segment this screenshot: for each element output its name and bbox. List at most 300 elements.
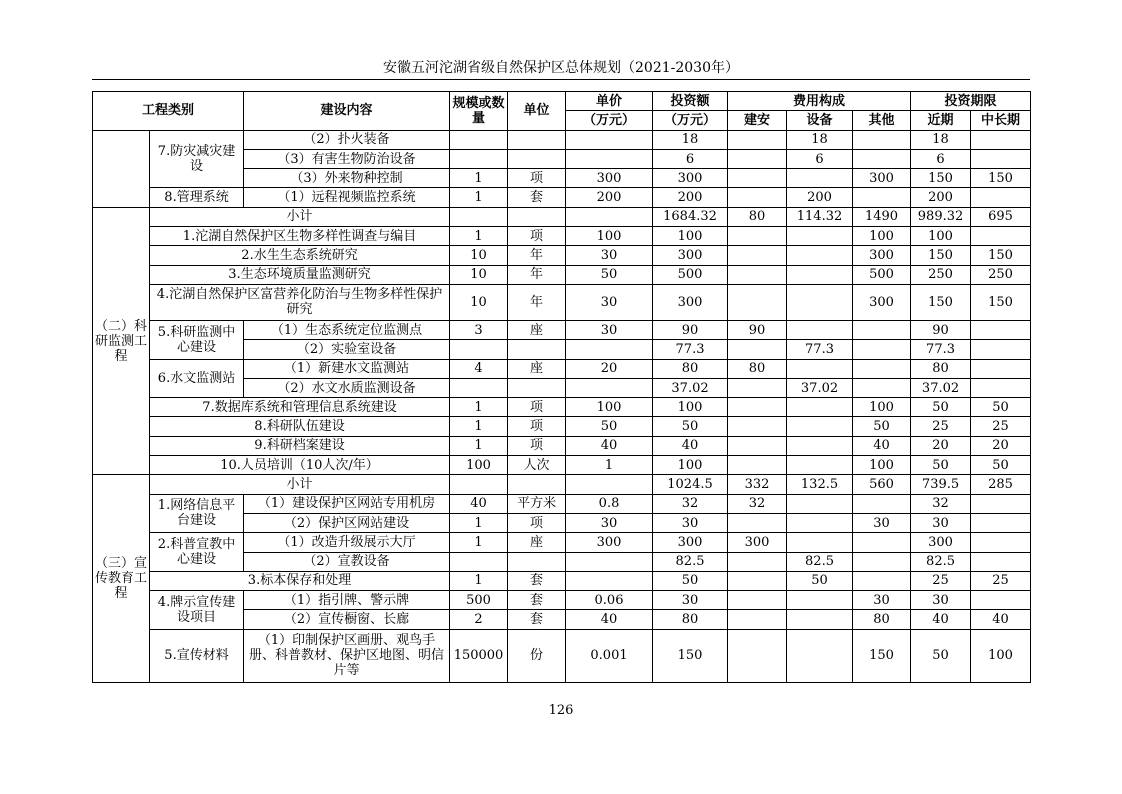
mid-cell <box>971 188 1031 207</box>
build-cell <box>728 610 787 629</box>
page-number: 126 <box>548 703 574 718</box>
near-cell: 300 <box>911 533 971 552</box>
content-cell: 7.数据库系统和管理信息系统建设 <box>150 398 450 417</box>
content-cell: （1）新建水文监测站 <box>244 359 450 378</box>
price-cell: 0.06 <box>566 591 653 610</box>
other-cell <box>853 340 911 359</box>
price-cell <box>566 149 653 168</box>
price-cell <box>566 552 653 571</box>
header-cost-build: 建安 <box>728 111 787 130</box>
build-cell <box>728 571 787 590</box>
build-cell <box>728 284 787 320</box>
equip-cell <box>787 629 853 682</box>
scale-cell: 10 <box>450 284 508 320</box>
mid-cell <box>971 513 1031 532</box>
content-cell: （2）宣教设备 <box>244 552 450 571</box>
other-cell: 1490 <box>853 207 911 226</box>
invest-cell: 1024.5 <box>653 475 728 494</box>
header-cost-other: 其他 <box>853 111 911 130</box>
equip-cell <box>787 169 853 188</box>
other-cell <box>853 552 911 571</box>
header-rule <box>92 79 1030 80</box>
equip-cell <box>787 533 853 552</box>
invest-cell: 300 <box>653 284 728 320</box>
invest-cell: 100 <box>653 227 728 246</box>
other-cell: 300 <box>853 246 911 265</box>
build-cell: 332 <box>728 475 787 494</box>
content-cell: （2）宣传橱窗、长廊 <box>244 610 450 629</box>
mid-cell: 50 <box>971 456 1031 475</box>
unit-cell: 人次 <box>508 456 566 475</box>
scale-cell: 150000 <box>450 629 508 682</box>
near-cell: 200 <box>911 188 971 207</box>
other-cell: 80 <box>853 610 911 629</box>
equip-cell <box>787 265 853 284</box>
price-cell: 1 <box>566 456 653 475</box>
content-cell: （1）生态系统定位监测点 <box>244 320 450 339</box>
other-cell: 560 <box>853 475 911 494</box>
equip-cell <box>787 398 853 417</box>
scale-cell <box>450 207 508 226</box>
invest-cell: 300 <box>653 246 728 265</box>
near-cell: 80 <box>911 359 971 378</box>
equip-cell: 114.32 <box>787 207 853 226</box>
price-cell: 30 <box>566 320 653 339</box>
unit-cell <box>508 207 566 226</box>
content-cell: 1.沱湖自然保护区生物多样性调查与编目 <box>150 227 450 246</box>
scale-cell: 1 <box>450 513 508 532</box>
near-cell: 77.3 <box>911 340 971 359</box>
build-cell <box>728 456 787 475</box>
invest-cell: 80 <box>653 610 728 629</box>
invest-cell: 37.02 <box>653 378 728 397</box>
content-cell: 小计 <box>150 475 450 494</box>
header-scale: 规模或数量 <box>450 92 508 131</box>
content-cell: 10.人员培训（10人次/年） <box>150 456 450 475</box>
header-content: 建设内容 <box>244 92 450 131</box>
other-cell: 30 <box>853 591 911 610</box>
near-cell: 30 <box>911 513 971 532</box>
other-cell <box>853 149 911 168</box>
mid-cell: 25 <box>971 417 1031 436</box>
invest-cell: 90 <box>653 320 728 339</box>
price-cell: 50 <box>566 265 653 284</box>
near-cell: 150 <box>911 246 971 265</box>
equip-cell <box>787 494 853 513</box>
near-cell: 37.02 <box>911 378 971 397</box>
other-cell <box>853 359 911 378</box>
unit-cell: 年 <box>508 246 566 265</box>
mid-cell <box>971 149 1031 168</box>
near-cell: 989.32 <box>911 207 971 226</box>
unit-cell: 套 <box>508 591 566 610</box>
near-cell: 20 <box>911 436 971 455</box>
price-cell: 30 <box>566 246 653 265</box>
other-cell: 100 <box>853 227 911 246</box>
header-price: 单价 <box>566 92 653 111</box>
scale-cell: 3 <box>450 320 508 339</box>
unit-cell: 座 <box>508 533 566 552</box>
scale-cell <box>450 378 508 397</box>
group-cell: 1.网络信息平台建设 <box>150 494 244 533</box>
build-cell <box>728 629 787 682</box>
content-cell: 小计 <box>150 207 450 226</box>
scale-cell: 1 <box>450 436 508 455</box>
invest-cell: 500 <box>653 265 728 284</box>
equip-cell <box>787 320 853 339</box>
unit-cell: 座 <box>508 359 566 378</box>
table-row <box>93 571 1031 590</box>
invest-cell: 50 <box>653 571 728 590</box>
mid-cell <box>971 359 1031 378</box>
header-period: 投资期限 <box>911 92 1031 111</box>
mid-cell <box>971 227 1031 246</box>
build-cell <box>728 246 787 265</box>
invest-cell: 100 <box>653 398 728 417</box>
build-cell <box>728 591 787 610</box>
mid-cell <box>971 320 1031 339</box>
scale-cell <box>450 475 508 494</box>
category-cell: （二）科研监测工程 <box>93 207 150 475</box>
unit-cell <box>508 552 566 571</box>
table-row <box>93 398 1031 417</box>
investment-table <box>92 91 1031 683</box>
mid-cell <box>971 591 1031 610</box>
scale-cell: 500 <box>450 591 508 610</box>
unit-cell <box>508 130 566 149</box>
other-cell: 300 <box>853 284 911 320</box>
near-cell: 32 <box>911 494 971 513</box>
unit-cell: 年 <box>508 284 566 320</box>
unit-cell: 平方米 <box>508 494 566 513</box>
equip-cell: 82.5 <box>787 552 853 571</box>
unit-cell: 套 <box>508 571 566 590</box>
equip-cell <box>787 436 853 455</box>
header-price-unit: （万元） <box>566 111 653 130</box>
content-cell: （2）保护区网站建设 <box>244 513 450 532</box>
group-cell: 2.科普宣教中心建设 <box>150 533 244 572</box>
page-header: 安徽五河沱湖省级自然保护区总体规划（2021-2030年） <box>383 60 739 76</box>
build-cell <box>728 227 787 246</box>
build-cell: 90 <box>728 320 787 339</box>
price-cell: 300 <box>566 533 653 552</box>
header-invest-unit: （万元） <box>653 111 728 130</box>
header-invest: 投资额 <box>653 92 728 111</box>
scale-cell: 1 <box>450 398 508 417</box>
category-cell-empty <box>93 130 150 207</box>
mid-cell: 285 <box>971 475 1031 494</box>
equip-cell: 200 <box>787 188 853 207</box>
content-cell: （1）指引牌、警示牌 <box>244 591 450 610</box>
table-row <box>93 533 1031 552</box>
table-row <box>93 591 1031 610</box>
mid-cell <box>971 340 1031 359</box>
build-cell: 300 <box>728 533 787 552</box>
invest-cell: 30 <box>653 513 728 532</box>
header-cost: 费用构成 <box>728 92 911 111</box>
unit-cell: 项 <box>508 227 566 246</box>
price-cell <box>566 207 653 226</box>
table-row <box>93 359 1031 378</box>
near-cell: 100 <box>911 227 971 246</box>
other-cell: 100 <box>853 398 911 417</box>
equip-cell: 6 <box>787 149 853 168</box>
mid-cell: 150 <box>971 246 1031 265</box>
unit-cell <box>508 378 566 397</box>
group-cell: 7.防灾减灾建设 <box>150 130 244 188</box>
content-cell: （3）外来物种控制 <box>244 169 450 188</box>
equip-cell <box>787 359 853 378</box>
invest-cell: 100 <box>653 456 728 475</box>
near-cell: 150 <box>911 284 971 320</box>
group-cell: 6.水文监测站 <box>150 359 244 398</box>
content-cell: （2）扑火装备 <box>244 130 450 149</box>
group-cell: 5.宣传材料 <box>150 629 244 682</box>
mid-cell: 25 <box>971 571 1031 590</box>
build-cell <box>728 149 787 168</box>
unit-cell: 套 <box>508 188 566 207</box>
group-cell: 8.管理系统 <box>150 188 244 207</box>
other-cell: 30 <box>853 513 911 532</box>
invest-cell: 6 <box>653 149 728 168</box>
build-cell <box>728 340 787 359</box>
unit-cell: 年 <box>508 265 566 284</box>
price-cell: 100 <box>566 227 653 246</box>
table-row <box>93 227 1031 246</box>
price-cell: 40 <box>566 610 653 629</box>
content-cell: 3.生态环境质量监测研究 <box>150 265 450 284</box>
scale-cell: 1 <box>450 188 508 207</box>
mid-cell <box>971 378 1031 397</box>
mid-cell: 150 <box>971 284 1031 320</box>
content-cell: 3.标本保存和处理 <box>150 571 450 590</box>
table-row <box>93 629 1031 682</box>
scale-cell <box>450 552 508 571</box>
equip-cell <box>787 456 853 475</box>
price-cell: 20 <box>566 359 653 378</box>
near-cell: 150 <box>911 169 971 188</box>
equip-cell <box>787 513 853 532</box>
build-cell <box>728 265 787 284</box>
equip-cell <box>787 246 853 265</box>
content-cell: （1）改造升级展示大厅 <box>244 533 450 552</box>
other-cell <box>853 378 911 397</box>
mid-cell <box>971 533 1031 552</box>
near-cell: 30 <box>911 591 971 610</box>
header-category: 工程类别 <box>93 92 244 131</box>
content-cell: （2）水文水质监测设备 <box>244 378 450 397</box>
mid-cell <box>971 552 1031 571</box>
unit-cell <box>508 149 566 168</box>
other-cell: 50 <box>853 417 911 436</box>
equip-cell <box>787 417 853 436</box>
price-cell: 30 <box>566 284 653 320</box>
price-cell: 100 <box>566 398 653 417</box>
invest-cell: 50 <box>653 417 728 436</box>
invest-cell: 200 <box>653 188 728 207</box>
unit-cell: 项 <box>508 398 566 417</box>
group-cell: 4.牌示宣传建设项目 <box>150 591 244 630</box>
invest-cell: 80 <box>653 359 728 378</box>
mid-cell <box>971 130 1031 149</box>
equip-cell <box>787 610 853 629</box>
price-cell: 50 <box>566 417 653 436</box>
invest-cell: 77.3 <box>653 340 728 359</box>
scale-cell: 40 <box>450 494 508 513</box>
near-cell: 18 <box>911 130 971 149</box>
scale-cell: 1 <box>450 533 508 552</box>
near-cell: 6 <box>911 149 971 168</box>
scale-cell <box>450 340 508 359</box>
mid-cell <box>971 494 1031 513</box>
near-cell: 250 <box>911 265 971 284</box>
price-cell: 200 <box>566 188 653 207</box>
equip-cell: 37.02 <box>787 378 853 397</box>
mid-cell: 150 <box>971 169 1031 188</box>
other-cell: 300 <box>853 169 911 188</box>
content-cell: （1）建设保护区网站专用机房 <box>244 494 450 513</box>
other-cell <box>853 188 911 207</box>
unit-cell: 座 <box>508 320 566 339</box>
table-row <box>93 417 1031 436</box>
scale-cell: 1 <box>450 169 508 188</box>
unit-cell: 项 <box>508 169 566 188</box>
price-cell: 40 <box>566 436 653 455</box>
build-cell <box>728 436 787 455</box>
scale-cell: 1 <box>450 417 508 436</box>
price-cell <box>566 340 653 359</box>
build-cell: 80 <box>728 359 787 378</box>
other-cell <box>853 571 911 590</box>
equip-cell: 132.5 <box>787 475 853 494</box>
mid-cell: 695 <box>971 207 1031 226</box>
scale-cell: 2 <box>450 610 508 629</box>
other-cell: 40 <box>853 436 911 455</box>
price-cell <box>566 475 653 494</box>
table-row <box>93 436 1031 455</box>
equip-cell: 18 <box>787 130 853 149</box>
build-cell <box>728 417 787 436</box>
near-cell: 40 <box>911 610 971 629</box>
near-cell: 50 <box>911 629 971 682</box>
content-cell: 4.沱湖自然保护区富营养化防治与生物多样性保护研究 <box>150 284 450 320</box>
content-cell: （1）远程视频监控系统 <box>244 188 450 207</box>
table-row <box>93 320 1031 339</box>
near-cell: 739.5 <box>911 475 971 494</box>
invest-cell: 82.5 <box>653 552 728 571</box>
invest-cell: 40 <box>653 436 728 455</box>
build-cell <box>728 398 787 417</box>
build-cell <box>728 188 787 207</box>
content-cell: （1）印制保护区画册、观鸟手册、科普教材、保护区地图、明信片等 <box>244 629 450 682</box>
build-cell <box>728 130 787 149</box>
mid-cell: 250 <box>971 265 1031 284</box>
content-cell: 9.科研档案建设 <box>150 436 450 455</box>
mid-cell: 50 <box>971 398 1031 417</box>
content-cell: （3）有害生物防治设备 <box>244 149 450 168</box>
content-cell: 8.科研队伍建设 <box>150 417 450 436</box>
subtotal-row <box>93 207 1031 226</box>
unit-cell <box>508 340 566 359</box>
group-cell: 5.科研监测中心建设 <box>150 320 244 359</box>
price-cell: 300 <box>566 169 653 188</box>
invest-cell: 300 <box>653 169 728 188</box>
scale-cell <box>450 149 508 168</box>
near-cell: 25 <box>911 571 971 590</box>
unit-cell: 份 <box>508 629 566 682</box>
invest-cell: 300 <box>653 533 728 552</box>
table-row <box>93 494 1031 513</box>
subtotal-row <box>93 475 1031 494</box>
unit-cell: 套 <box>508 610 566 629</box>
scale-cell: 4 <box>450 359 508 378</box>
equip-cell <box>787 284 853 320</box>
price-cell <box>566 378 653 397</box>
near-cell: 25 <box>911 417 971 436</box>
table-row <box>93 456 1031 475</box>
other-cell <box>853 533 911 552</box>
mid-cell: 20 <box>971 436 1031 455</box>
near-cell: 90 <box>911 320 971 339</box>
invest-cell: 150 <box>653 629 728 682</box>
near-cell: 50 <box>911 456 971 475</box>
scale-cell: 1 <box>450 571 508 590</box>
other-cell <box>853 494 911 513</box>
price-cell <box>566 571 653 590</box>
near-cell: 82.5 <box>911 552 971 571</box>
invest-cell: 18 <box>653 130 728 149</box>
table-row <box>93 130 1031 149</box>
unit-cell <box>508 475 566 494</box>
build-cell: 32 <box>728 494 787 513</box>
price-cell: 30 <box>566 513 653 532</box>
table-row <box>93 284 1031 320</box>
table-row <box>93 246 1031 265</box>
category-cell: （三）宣传教育工程 <box>93 475 150 682</box>
other-cell: 100 <box>853 456 911 475</box>
unit-cell: 项 <box>508 417 566 436</box>
equip-cell: 50 <box>787 571 853 590</box>
mid-cell: 40 <box>971 610 1031 629</box>
scale-cell: 100 <box>450 456 508 475</box>
content-cell: 2.水生生态系统研究 <box>150 246 450 265</box>
scale-cell: 1 <box>450 227 508 246</box>
build-cell <box>728 169 787 188</box>
invest-cell: 32 <box>653 494 728 513</box>
other-cell <box>853 130 911 149</box>
other-cell: 150 <box>853 629 911 682</box>
scale-cell: 10 <box>450 265 508 284</box>
table-row <box>93 265 1031 284</box>
build-cell <box>728 513 787 532</box>
unit-cell: 项 <box>508 513 566 532</box>
mid-cell: 100 <box>971 629 1031 682</box>
build-cell <box>728 378 787 397</box>
scale-cell: 10 <box>450 246 508 265</box>
header-cost-equip: 设备 <box>787 111 853 130</box>
equip-cell <box>787 227 853 246</box>
header-period-mid: 中长期 <box>971 111 1031 130</box>
invest-cell: 30 <box>653 591 728 610</box>
other-cell <box>853 320 911 339</box>
header-period-near: 近期 <box>911 111 971 130</box>
build-cell: 80 <box>728 207 787 226</box>
header-row-1 <box>93 92 1031 111</box>
price-cell: 0.8 <box>566 494 653 513</box>
content-cell: （2）实验室设备 <box>244 340 450 359</box>
equip-cell: 77.3 <box>787 340 853 359</box>
near-cell: 50 <box>911 398 971 417</box>
